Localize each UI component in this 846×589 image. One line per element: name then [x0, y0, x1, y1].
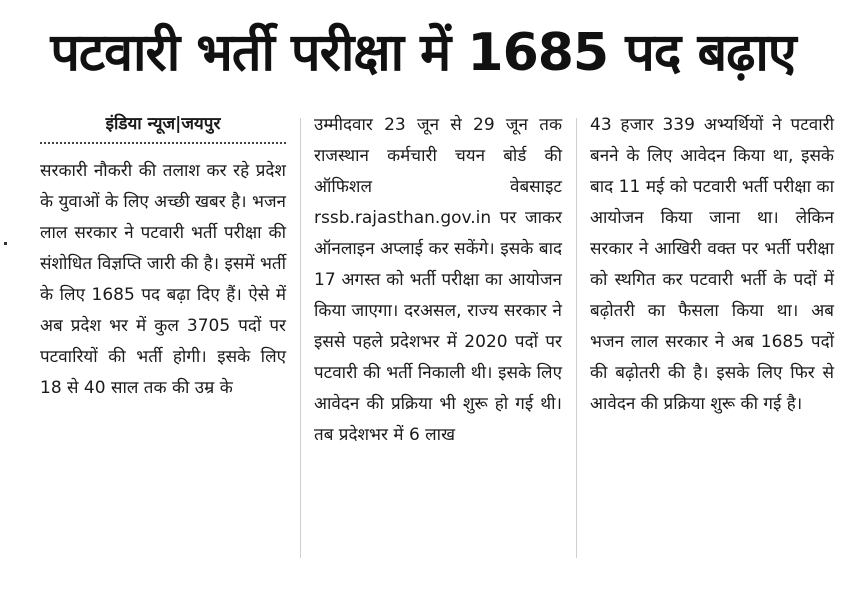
column-1-text: सरकारी नौकरी की तलाश कर रहे प्रदेश के युवाओं के लिए अच्छी खबर है। भजन लाल सरकार ने पटवारी भर्ती परीक्षा की संशोधित विज्ञप्ति जारी की है। इसमें भर्ती के लिए 1685 पद बढ़ा दिए हैं। ऐसे में अब प्रदेश भर में कुल 3705 पदों पर पटवारियों की भर्ती होगी। इसके लिए 18 से 40 साल तक की उम्र के	[40, 161, 286, 398]
article-column-3	[590, 110, 834, 420]
scan-speck	[4, 242, 7, 245]
column-3-text: 43 हजार 339 अभ्यर्थियों ने पटवारी बनने के लिए आवेदन किया था, इसके बाद 11 मई को पटवारी भर्ती परीक्षा का आयोजन किया जाना था। लेकिन सरकार ने आखिरी वक्त पर भर्ती परीक्षा को स्थगित कर पटवारी भर्ती के पदों में बढ़ोतरी का फैसला किया था। अब भजन लाल सरकार ने अब 1685 पदों की बढ़ोतरी की है। इसके लिए फिर से आवेदन की प्रक्रिया शुरू की गई है।	[590, 115, 834, 414]
column-divider	[576, 118, 577, 558]
article-column-2	[314, 110, 562, 451]
dateline: इंडिया न्यूज|जयपुर	[40, 110, 286, 144]
column-divider	[300, 118, 301, 558]
headline: पटवारी भर्ती परीक्षा में 1685 पद बढ़ाए	[50, 23, 796, 83]
article-column-1	[40, 110, 286, 404]
column-2-text: उम्मीदवार 23 जून से 29 जून तक राजस्थान कर्मचारी चयन बोर्ड की ऑफिशल वेबसाइट rssb.rajasthan.gov.in पर जाकर ऑनलाइन अप्लाई कर सकेंगे। इसके बाद 17 अगस्त को भर्ती परीक्षा का आयोजन किया जाएगा। दरअसल, राज्य सरकार ने इससे पहले प्रदेशभर में 2020 पदों पर पटवारी की भर्ती निकाली थी। इसके लिए आवेदन की प्रक्रिया भी शुरू हो गई थी। तब प्रदेशभर में 6 लाख	[314, 115, 562, 445]
